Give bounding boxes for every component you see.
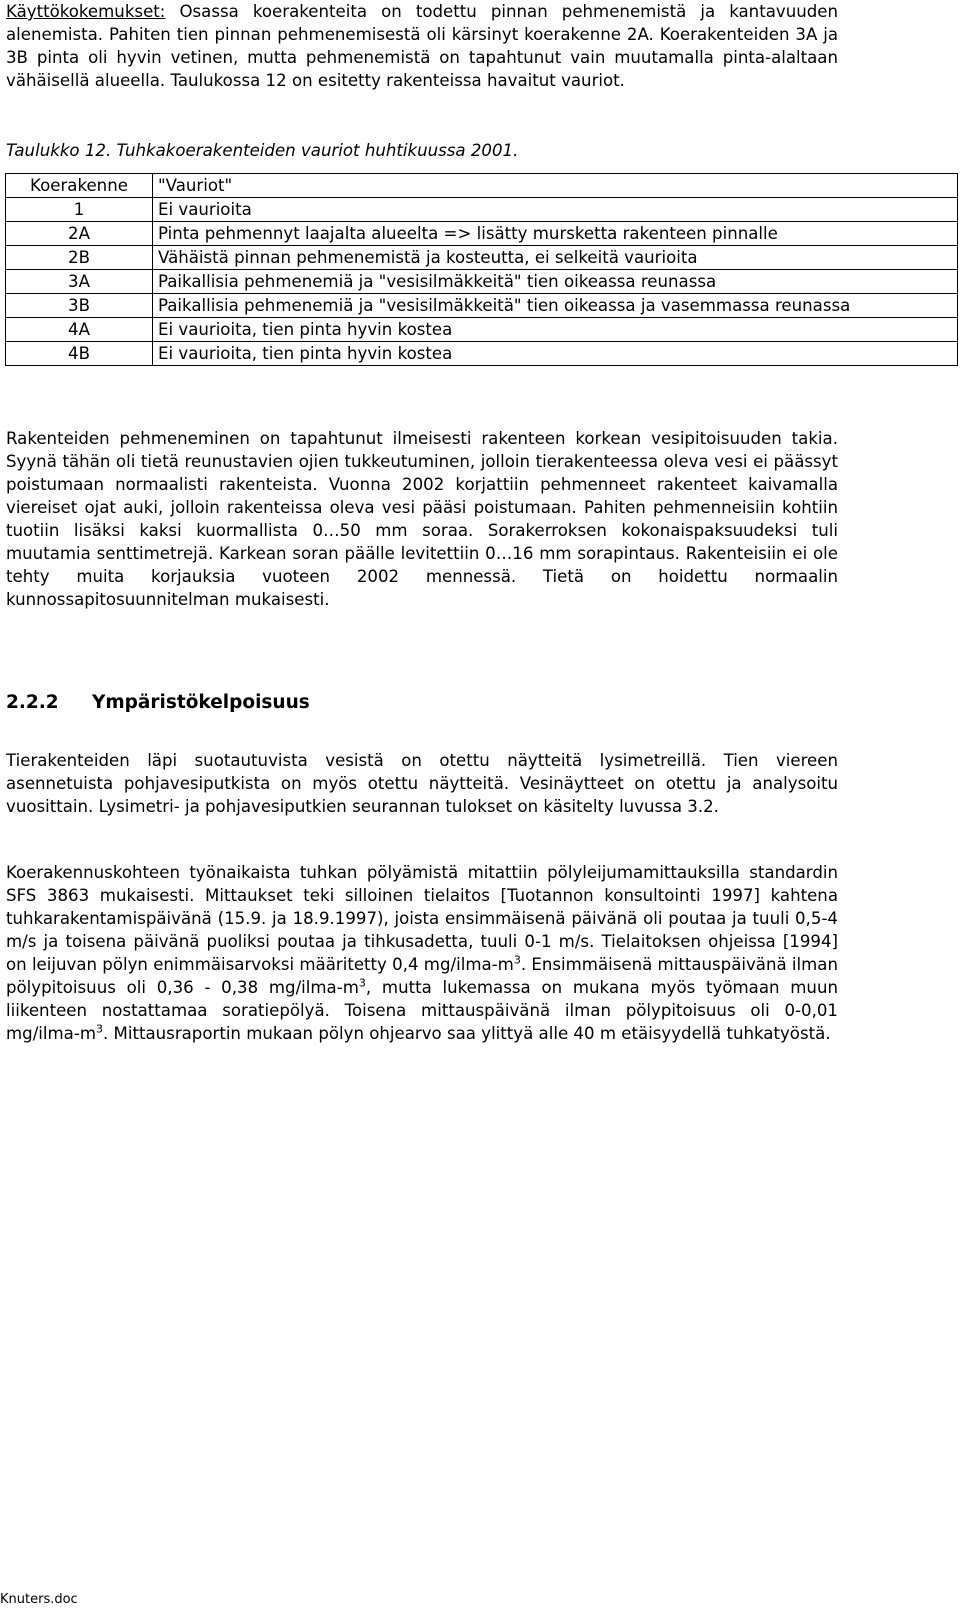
- dust-text-4: . Mittausraportin mukaan pölyn ohjearvo saa ylittyä alle 40 m etäisyydellä tuhkatyöstä.: [103, 1024, 831, 1043]
- row-id: 2A: [6, 222, 153, 246]
- footer-filename: Knuters.doc: [0, 1592, 78, 1607]
- table-header-row: [6, 174, 958, 198]
- table-row: [6, 222, 958, 246]
- sampling-paragraph: Tierakenteiden läpi suotautuvista vesistä on otettu näytteitä lysimetreillä. Tien viereen asennetuista pohjavesiputkista on myös otettu näytteitä. Vesinäytteet on otettu ja analysoitu vuosittain. Lysimetri- ja pohjavesiputkien seurannan tulokset on käsitelty luvussa 3.2.: [6, 751, 838, 816]
- row-id: 4B: [6, 342, 153, 366]
- table-row: [6, 246, 958, 270]
- superscript: 3: [513, 953, 521, 967]
- dust-text-2: . Ensimmäisenä mittauspäivänä ilman pölypitoisuus oli 0,36 - 0,38 mg/ilma-m: [6, 955, 838, 997]
- table-caption: Taulukko 12. Tuhkakoerakenteiden vauriot huhtikuussa 2001.: [6, 141, 519, 160]
- row-desc: Ei vaurioita, tien pinta hyvin kostea: [153, 342, 958, 366]
- row-desc: Pinta pehmennyt laajalta alueelta => lisätty mursketta rakenteen pinnalle: [153, 222, 958, 246]
- section-title: Ympäristökelpoisuus: [92, 692, 310, 713]
- table-row: [6, 318, 958, 342]
- row-id: 3A: [6, 270, 153, 294]
- row-desc: Paikallisia pehmenemiä ja "vesisilmäkkeitä" tien oikeassa ja vasemmassa reunassa: [153, 294, 958, 318]
- row-id: 4A: [6, 318, 153, 342]
- table-row: [6, 270, 958, 294]
- repair-paragraph: Rakenteiden pehmeneminen on tapahtunut ilmeisesti rakenteen korkean vesipitoisuuden takia. Syynä tähän oli tietä reunustavien ojien tukkeutuminen, jolloin tierakenteessa oleva vesi ei päässyt poistumaan normaalisti rakenteista. Vuonna 2002 korjattiin pehmenneet rakenteet kaivamalla viereiset ojat auki, jolloin rakenteissa oleva vesi pääsi poistumaan. Pahiten pehmenneisiin kohtiin tuotiin lisäksi kaksi kuormallista 0…50 mm soraa. Sorakerroksen kokonaispaksuudeksi tuli muutamia senttimetrejä. Karkean soran päälle levitettiin 0…16 mm sorapintaus. Rakenteisiin ei ole tehty muita korjauksia vuoteen 2002 mennessä. Tietä on hoidettu normaalin kunnossapitosuunnitelman mukaisesti.: [6, 429, 838, 609]
- table-row: [6, 342, 958, 366]
- intro-text: Osassa koerakenteita on todettu pinnan pehmenemistä ja kantavuuden alenemista. Pahiten tien pinnan pehmenemisestä oli kärsinyt koerakenne 2A. Koerakenteiden 3A ja 3B pinta oli hyvin vetinen, mutta pehmenemistä on tapahtunut vain muutamalla pinta-alaltaan vähäisellä alueella. Taulukossa 12 on esitetty rakenteissa havaitut vauriot.: [6, 2, 838, 90]
- row-id: 2B: [6, 246, 153, 270]
- intro-paragraph: [6, 0, 838, 92]
- intro-label: Käyttökokemukset:: [6, 2, 166, 21]
- header-structure: Koerakenne: [6, 174, 153, 198]
- table-row: [6, 198, 958, 222]
- row-id: 3B: [6, 294, 153, 318]
- dust-text-3: , mutta lukemassa on mukana myös työmaan muun liikenteen nostattamaa soratiepölyä. Toisena mittauspäivänä ilman pölypitoisuus oli 0-0,01 mg/ilma-m: [6, 978, 838, 1043]
- superscript: 3: [358, 976, 366, 990]
- dust-text-1: Koerakennuskohteen työnaikaista tuhkan pölyämistä mitattiin pölyleijumamittauksilla standardin SFS 3863 mukaisesti. Mittaukset teki silloinen tielaitos [Tuotannon konsultointi 1997] kahtena tuhkarakentamispäivänä (15.9. ja 18.9.1997), joista ensimmäisenä päivänä oli poutaa ja tuuli 0,5-4 m/s ja toisena päivänä puoliksi poutaa ja tihkusadetta, tuuli 0-1 m/s. Tielaitoksen ohjeissa [1994] on leijuvan pölyn enimmäisarvoksi määritetty 0,4 mg/ilma-m: [6, 863, 838, 974]
- row-desc: Paikallisia pehmenemiä ja "vesisilmäkkeitä" tien oikeassa reunassa: [153, 270, 958, 294]
- dust-paragraph: [6, 861, 838, 1045]
- header-damage: "Vauriot": [153, 174, 958, 198]
- damage-table: [5, 173, 958, 366]
- section-heading: [6, 690, 310, 716]
- row-desc: Vähäistä pinnan pehmenemistä ja kosteutta, ei selkeitä vaurioita: [153, 246, 958, 270]
- superscript: 3: [96, 1022, 103, 1036]
- section-number: 2.2.2: [6, 692, 59, 713]
- row-desc: Ei vaurioita: [153, 198, 958, 222]
- row-id: 1: [6, 198, 153, 222]
- table-row: [6, 294, 958, 318]
- row-desc: Ei vaurioita, tien pinta hyvin kostea: [153, 318, 958, 342]
